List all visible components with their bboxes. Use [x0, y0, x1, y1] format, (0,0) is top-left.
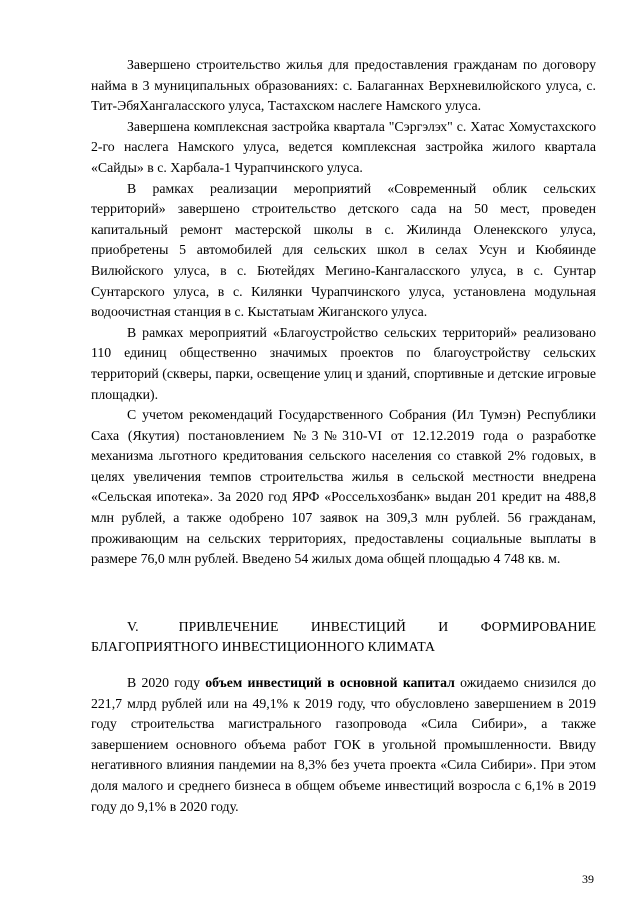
paragraph-complex-development: Завершена комплексная застройка квартала "Сэргэлэх" с. Хатас Хомустахского 2-го наслега Намского улуса, ведется комплексная застройка жилого квартала «Сайды» в с. Харбала-1 Чурапчинского улуса. [91, 118, 596, 175]
section-title: ПРИВЛЕЧЕНИЕ ИНВЕСТИЦИЙ И ФОРМИРОВАНИЕ БЛАГОПРИЯТНОГО ИНВЕСТИЦИОННОГО КЛИМАТА [91, 618, 596, 655]
paragraph-investment [91, 673, 596, 817]
investment-rest-text: ожидаемо снизился до 221,7 млрд рублей или на 49,1% к 2019 году, что обусловлено завершением в 2019 году строительства магистрального газопровода «Сила Сибири», а также завершением основного объема работ ГОК в угольной промышленности. Ввиду негативного влияния пандемии на 8,3% без учета проекта «Сила Сибири». При этом доля малого и среднего бизнеса в общем объеме инвестиций возросла с 6,1% в 2019 году до 9,1% в 2020 году. [91, 675, 596, 814]
paragraph-rural-improvement: В рамках мероприятий «Благоустройство сельских территорий» реализовано 110 единиц общественно значимых проектов по благоустройству сельских территорий (скверы, парки, освещение улиц и зданий, спортивные и детские игровые площадки). [91, 324, 596, 402]
investment-lead-text: В 2020 году [127, 675, 206, 691]
paragraph-rural-mortgage: С учетом рекомендаций Государственного Собрания (Ил Тумэн) Республики Саха (Якутия) постановлением №3№310-VI от 12.12.2019 года о разработке механизма льготного кредитования сельского населения со ставкой 2% годовых, в целях увеличения темпов строительства жилья в сельской местности внедрена «Сельская ипотека». За 2020 год ЯРФ «Россельхозбанк» выдан 201 кредит на 488,8 млн рублей, а также одобрено 107 заявок на 309,3 млн рублей. 56 гражданам, проживающим на сельских территориях, предоставлены социальные выплаты в размере 76,0 млн рублей. Введено 54 жилых дома общей площадью 4 748 кв. м. [91, 407, 596, 567]
paragraph-modern-rural-look: В рамках реализации мероприятий «Современный облик сельских территорий» завершено строительство детского сада на 50 мест, проведен капитальный ремонт мастерской школы в с. Жилинда Оленекского улуса, приобретены 5 автомобилей для сельских школ в селах Усун и Кюбяинде Вилюйского улуса, в с. Бютейдях Мегино-Кангаласского улуса, в с. Сунтар Сунтарского улуса, в с. Килянки Чурапчинского улуса, установлена модульная водоочистная станция в с. Кыстатыам Жиганского улуса. [91, 180, 596, 320]
section-heading [91, 617, 596, 658]
section-spacer [91, 570, 596, 591]
investment-bold-text: объем инвестиций в основной капитал [205, 675, 455, 691]
section-number: V. [127, 618, 139, 634]
page-number: 39 [582, 872, 594, 886]
paragraph-rental-housing: Завершено строительство жилья для предоставления гражданам по договору найма в 3 муниципальных образованиях: с. Балаганнах Верхневилюйского улуса, с. Тит-ЭбяХангаласского улуса, Тастахском наслеге Намского улуса. [91, 57, 596, 114]
